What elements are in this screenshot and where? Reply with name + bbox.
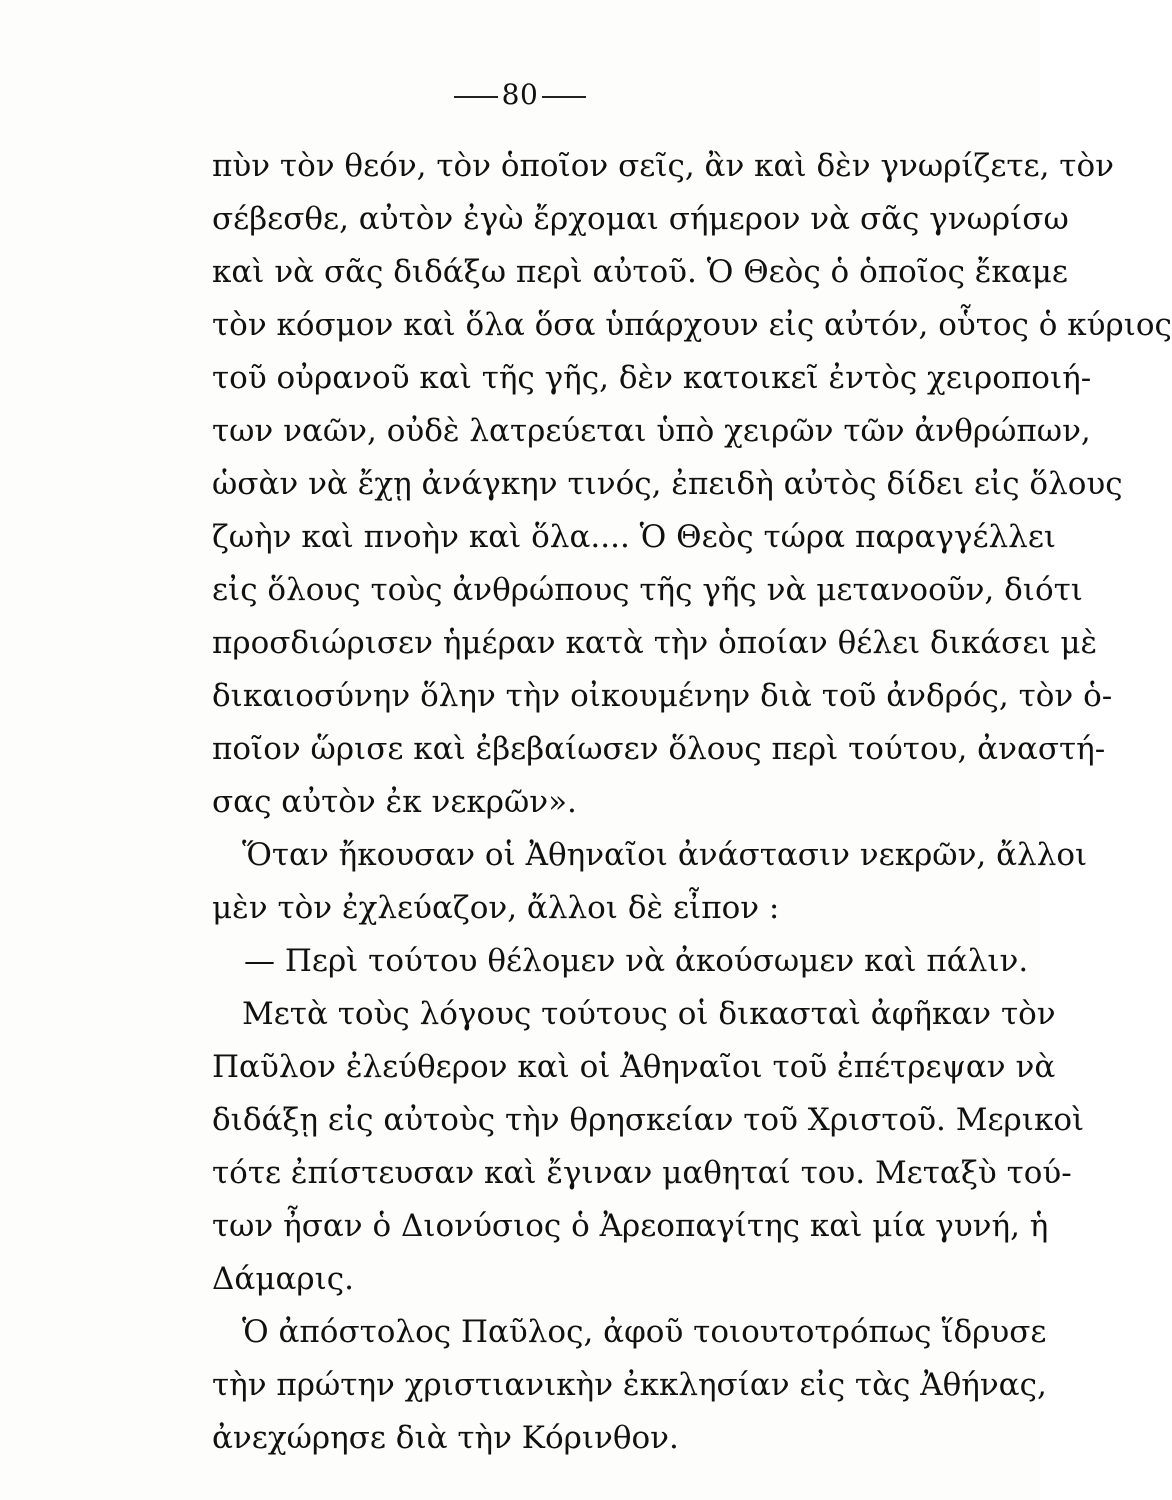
text-line-23: Ὁ ἀπόστολος Παῦλος, ἀφοῦ τοιουτοτρόπως ἵδρυσε [242, 1314, 1047, 1350]
text-line-25: ἀνεχώρησε διὰ τὴν Κόρινθον. [212, 1420, 679, 1456]
page-number [0, 78, 1040, 111]
text-line-6: των ναῶν, οὐδὲ λατρεύεται ὑπὸ χειρῶν τῶν ἀνθρώπων, [212, 413, 1091, 449]
text-line-5: τοῦ οὐρανοῦ καὶ τῆς γῆς, δὲν κατοικεῖ ἐντὸς χειροποιή- [212, 360, 1092, 396]
text-line-11: δικαιοσύνην ὅλην τὴν οἰκουμένην διὰ τοῦ ἀνδρός, τὸν ὁ- [212, 678, 1113, 714]
text-line-20: τότε ἐπίστευσαν καὶ ἔγιναν μαθηταί του. Μεταξὺ τού- [212, 1155, 1072, 1191]
body-text [212, 140, 1172, 1465]
text-line-15: μὲν τὸν ἐχλεύαζον, ἄλλοι δὲ εἶπον : [212, 890, 780, 926]
text-line-21: των ἦσαν ὁ Διονύσιος ὁ Ἀρεοπαγίτης καὶ μία γυνή, ἡ [212, 1208, 1049, 1244]
right-dash [542, 96, 586, 98]
text-line-16: — Περὶ τούτου θέλομεν νὰ ἀκούσωμεν καὶ πάλιν. [244, 943, 1029, 979]
text-line-10: προσδιώρισεν ἡμέραν κατὰ τὴν ὁποίαν θέλει δικάσει μὲ [212, 625, 1098, 661]
text-line-17: Μετὰ τοὺς λόγους τούτους οἱ δικασταὶ ἀφῆκαν τὸν [242, 996, 1056, 1032]
text-line-13: σας αὐτὸν ἐκ νεκρῶν». [212, 784, 577, 820]
text-line-4: τὸν κόσμον καὶ ὅλα ὅσα ὑπάρχουν εἰς αὐτόν, οὗτος ὁ κύριος [212, 307, 1172, 343]
page-number-value: 80 [501, 78, 539, 111]
text-line-14: Ὅταν ἤκουσαν οἱ Ἀθηναῖοι ἀνάστασιν νεκρῶν, ἄλλοι [242, 837, 1088, 873]
text-line-7: ὡσὰν νὰ ἔχῃ ἀνάγκην τινός, ἐπειδὴ αὐτὸς δίδει εἰς ὅλους [212, 466, 1123, 502]
text-line-1: πὺν τὸν θεόν, τὸν ὁποῖον σεῖς, ἂν καὶ δὲν γνωρίζετε, τὸν [212, 148, 1114, 184]
text-line-24: τὴν πρώτην χριστιανικὴν ἐκκλησίαν εἰς τὰς Ἀθήνας, [212, 1367, 1047, 1403]
text-line-22: Δάμαρις. [212, 1261, 354, 1297]
left-dash [454, 96, 498, 98]
text-line-19: διδάξῃ εἰς αὐτοὺς τὴν θρησκείαν τοῦ Χριστοῦ. Μερικοὶ [212, 1102, 1085, 1138]
text-line-2: σέβεσθε, αὐτὸν ἐγὼ ἔρχομαι σήμερον νὰ σᾶς γνωρίσω [212, 201, 1069, 237]
text-line-9: εἰς ὅλους τοὺς ἀνθρώπους τῆς γῆς νὰ μετανοοῦν, διότι [212, 572, 1083, 608]
text-line-3: καὶ νὰ σᾶς διδάξω περὶ αὐτοῦ. Ὁ Θεὸς ὁ ὁποῖος ἔκαμε [212, 254, 1068, 290]
text-line-12: ποῖον ὥρισε καὶ ἐβεβαίωσεν ὅλους περὶ τούτου, ἀναστή- [212, 731, 1106, 767]
text-line-8: ζωὴν καὶ πνοὴν καὶ ὅλα.... Ὁ Θεὸς τώρα παραγγέλλει [212, 519, 1057, 555]
text-line-18: Παῦλον ἐλεύθερον καὶ οἱ Ἀθηναῖοι τοῦ ἐπέτρεψαν νὰ [212, 1049, 1056, 1085]
